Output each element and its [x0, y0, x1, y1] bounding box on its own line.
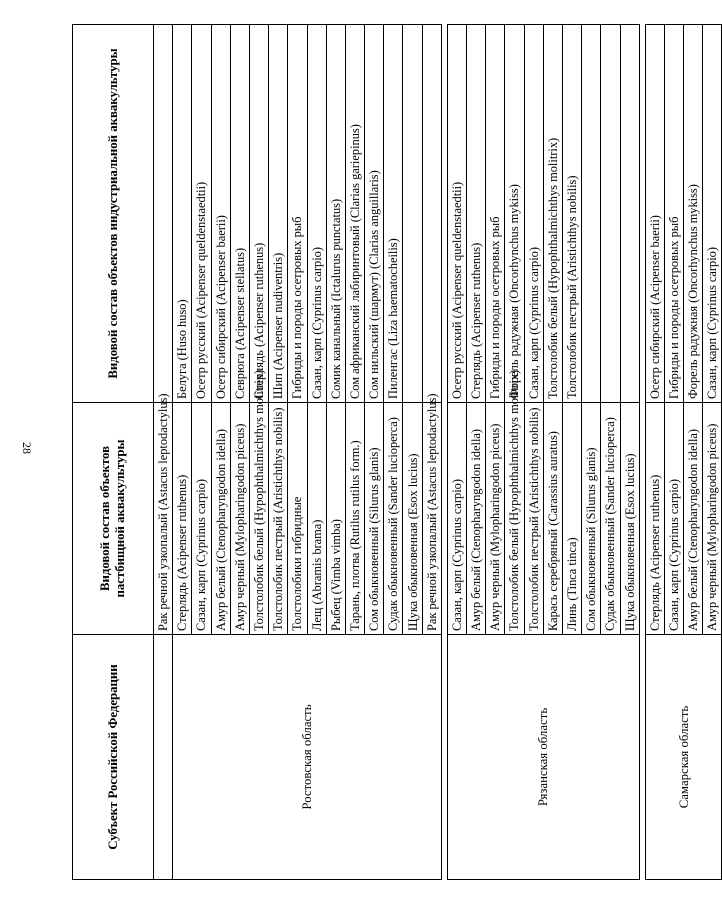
region-cell: Ростовская область [173, 635, 442, 880]
table-row [645, 25, 664, 880]
industrial-species-cell: Сом нильский (шармут) (Clarias anguillaris) [365, 25, 384, 403]
pasture-species-cell: Амур черный (Mylopharingodon piceus) [703, 403, 722, 635]
industrial-species-cell [620, 25, 639, 403]
industrial-species-cell: Гибриды и породы осетровых рыб [486, 25, 505, 403]
industrial-species-cell: Севрюга (Acipenser stellatus) [230, 25, 249, 403]
industrial-species-cell [582, 25, 601, 403]
pasture-species-cell: Амур черный (Mylopharingodon piceus) [486, 403, 505, 635]
pasture-species-cell: Стерлядь (Acipenser ruthenus) [645, 403, 664, 635]
pasture-species-cell: Судак обыкновенный (Sander lucioperca) [384, 403, 403, 635]
species-table [72, 24, 722, 880]
pasture-species-cell: Сом обыкновенный (Silurus glanis) [582, 403, 601, 635]
pasture-species-cell: Рак речной узкопалый (Astacus leptodactylus) [422, 403, 441, 635]
pasture-species-cell: Сазан, карп (Cyprinus carpio) [447, 403, 466, 635]
table-row [154, 25, 173, 880]
pasture-species-cell: Толстолобик пестрый (Aristichthys nobilis) [524, 403, 543, 635]
industrial-species-cell: Сазан, карп (Cyprinus carpio) [307, 25, 326, 403]
region-cell: Рязанская область [447, 635, 639, 880]
industrial-species-cell [422, 25, 441, 403]
industrial-species-cell: Форель радужная (Oncorhynchus mykiss) [505, 25, 524, 403]
pasture-species-cell: Толстолобики гибридные [288, 403, 307, 635]
region-cell [154, 635, 173, 880]
table-header-row [73, 25, 154, 880]
header-pasture-species: Видовой состав объектов пастбищной аквакультуры [73, 403, 154, 635]
industrial-species-cell: Шип (Acipenser nudiventris) [269, 25, 288, 403]
pasture-species-cell: Судак обыкновенный (Sander lucioperca) [601, 403, 620, 635]
table-row [173, 25, 192, 880]
pasture-species-cell: Сом обыкновенный (Silurus glanis) [365, 403, 384, 635]
industrial-species-cell: Толстолобик белый (Hypophthalmichthys molitrix) [543, 25, 562, 403]
industrial-species-cell [403, 25, 422, 403]
industrial-species-cell: Стерлядь (Acipenser ruthenus) [249, 25, 268, 403]
industrial-species-cell [154, 25, 173, 403]
industrial-species-cell: Сомик канальный (Ictalurus punctatus) [326, 25, 345, 403]
header-region: Субъект Российской Федерации [73, 635, 154, 880]
pasture-species-cell: Амур белый (Ctenopharyngodon idella) [211, 403, 230, 635]
pasture-species-cell: Тарань, плотва (Rutilus rutilus form.) [345, 403, 364, 635]
industrial-species-cell: Осетр сибирский (Acipenser baerii) [645, 25, 664, 403]
table-body [154, 25, 722, 880]
pasture-species-cell: Амур белый (Ctenopharyngodon idella) [467, 403, 486, 635]
industrial-species-cell: Осетр русский (Acipenser queldenstaedtii) [192, 25, 211, 403]
rotated-table-container [72, 25, 720, 880]
pasture-species-cell: Амур белый (Ctenopharyngodon idella) [684, 403, 703, 635]
pasture-species-cell: Карась серебряный (Carassius auratus) [543, 403, 562, 635]
industrial-species-cell: Пиленгас (Liza haematocheilis) [384, 25, 403, 403]
pasture-species-cell: Стерлядь (Acipenser ruthenus) [173, 403, 192, 635]
industrial-species-cell: Сазан, карп (Cyprinus carpio) [703, 25, 722, 403]
pasture-species-cell: Щука обыкновенная (Esox lucius) [403, 403, 422, 635]
pasture-species-cell: Щука обыкновенная (Esox lucius) [620, 403, 639, 635]
industrial-species-cell: Белуга (Huso huso) [173, 25, 192, 403]
page-number: 28 [20, 442, 34, 454]
pasture-species-cell: Сазан, карп (Cyprinus carpio) [192, 403, 211, 635]
pasture-species-cell: Рак речной узкопалый (Astacus leptodactylus) [154, 403, 173, 635]
pasture-species-cell: Амур черный (Mylopharingodon piceus) [230, 403, 249, 635]
industrial-species-cell: Стерлядь (Acipenser ruthenus) [467, 25, 486, 403]
pasture-species-cell: Толстолобик пестрый (Aristichthys nobilis) [269, 403, 288, 635]
region-cell: Самарская область [645, 635, 722, 880]
pasture-species-cell: Рыбец (Vimba vimba) [326, 403, 345, 635]
pasture-species-cell: Сазан, карп (Cyprinus carpio) [664, 403, 683, 635]
pasture-species-cell: Толстолобик белый (Hypophthalmichthys molitrix) [505, 403, 524, 635]
industrial-species-cell: Осетр сибирский (Acipenser baerii) [211, 25, 230, 403]
industrial-species-cell: Форель радужная (Oncorhynchus mykiss) [684, 25, 703, 403]
pasture-species-cell: Линь (Tinca tinca) [562, 403, 581, 635]
industrial-species-cell [601, 25, 620, 403]
table-row [447, 25, 466, 880]
pasture-species-cell: Толстолобик белый (Hypophthalmichthys molitrix) [249, 403, 268, 635]
header-industrial-species: Видовой состав объектов индустриальной аквакультуры [73, 25, 154, 403]
industrial-species-cell: Гибриды и породы осетровых рыб [288, 25, 307, 403]
industrial-species-cell: Сом африканский лабиринтовый (Clarias gariepinus) [345, 25, 364, 403]
industrial-species-cell: Сазан, карп (Cyprinus carpio) [524, 25, 543, 403]
industrial-species-cell: Гибриды и породы осетровых рыб [664, 25, 683, 403]
industrial-species-cell: Осетр русский (Acipenser queldenstaedtii) [447, 25, 466, 403]
industrial-species-cell: Толстолобик пестрый (Aristichthys nobilis) [562, 25, 581, 403]
pasture-species-cell: Лещ (Abramis brama) [307, 403, 326, 635]
